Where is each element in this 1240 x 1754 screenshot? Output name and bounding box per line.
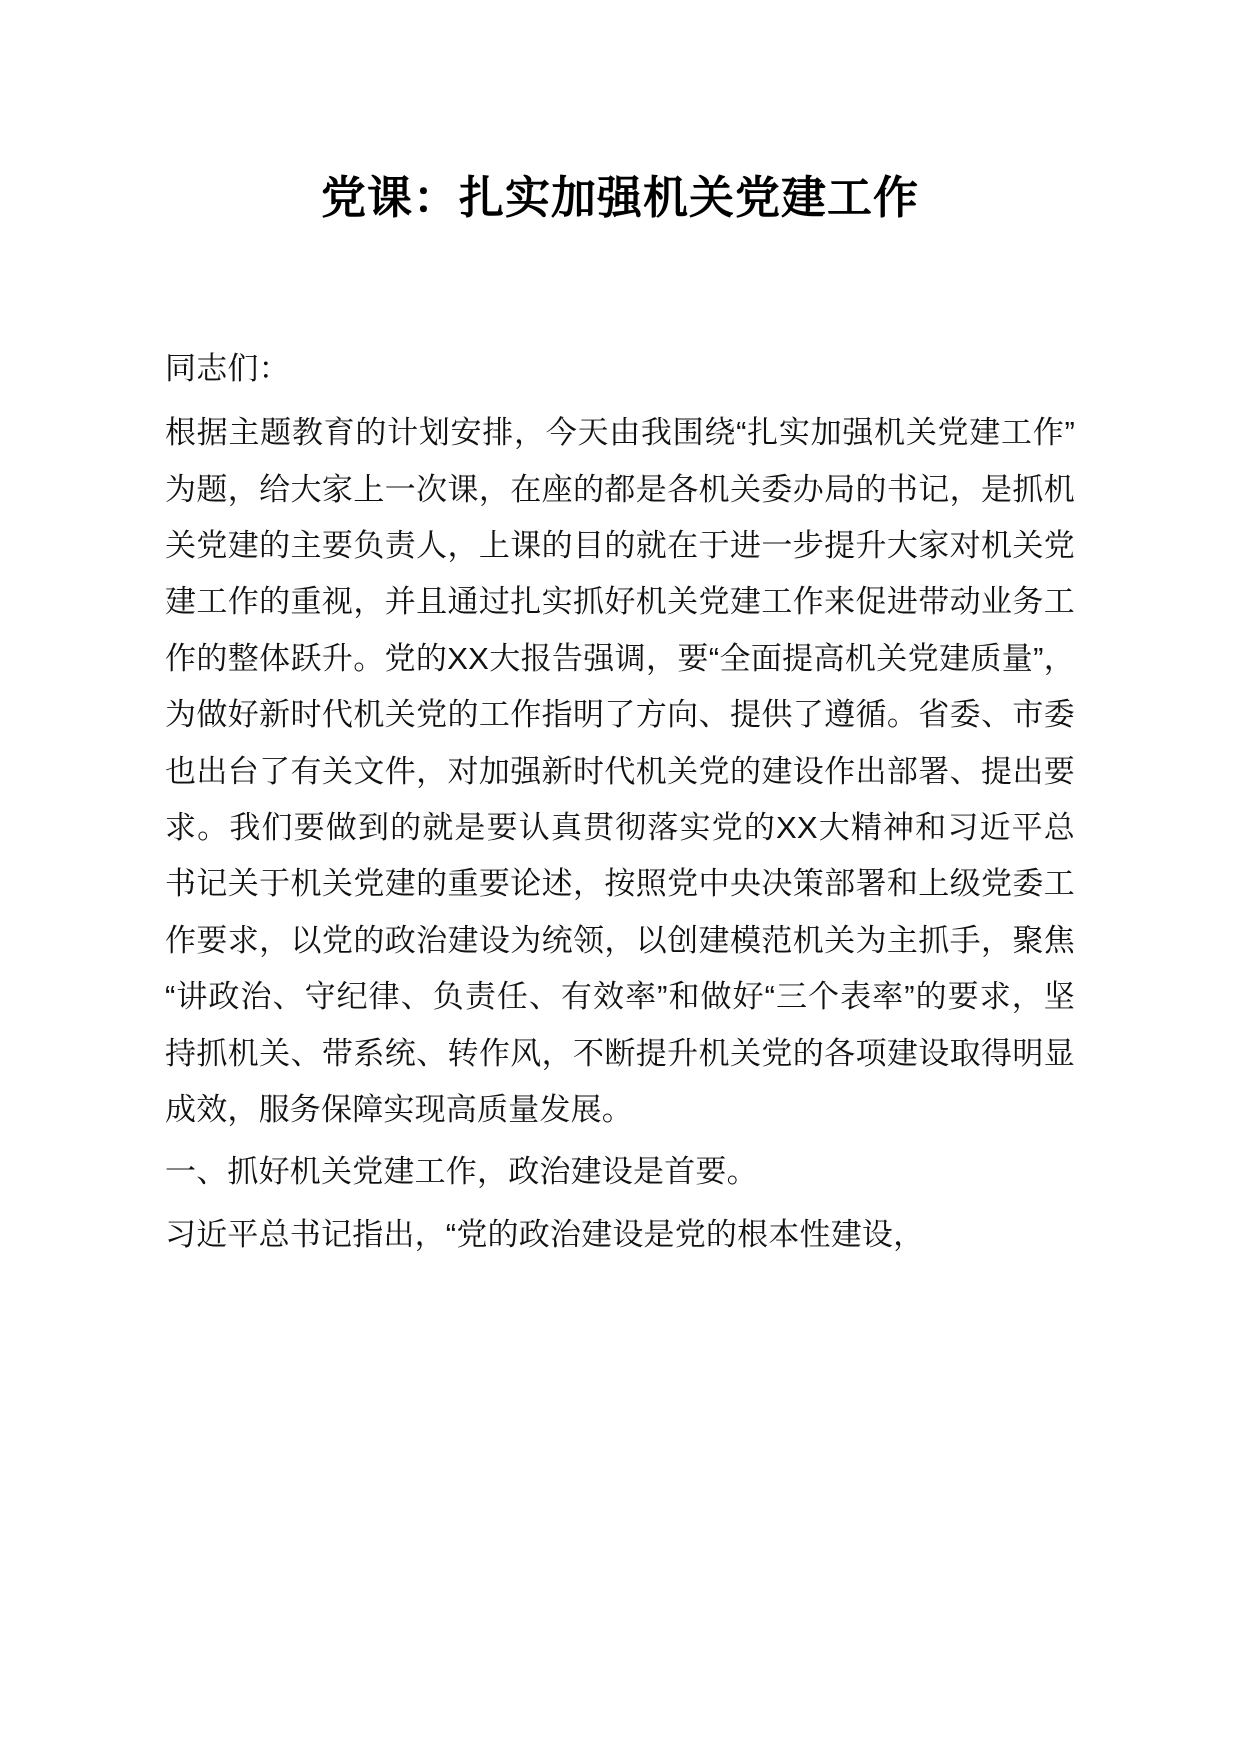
paragraph-section-one-text: 习近平总书记指出，“党的政治建设是党的根本性建设， xyxy=(165,1216,925,1252)
paragraph-section-heading-one: 一、抓好机关党建工作，政治建设是首要。 xyxy=(165,1154,758,1190)
paragraph-intro: 根据主题教育的计划安排，今天由我围绕“扎实加强机关党建工作”为题，给大家上一次课，在座的都是各机关委办局的书记，是抓机关党建的主要负责人，上课的目的就在于进一步提升大家对机关党建工作的重视，并且通过扎实抓好机关党建工作来促进带动业务工作的整体跃升。党的XX大报告强调，要“全面提高机关党建质量”，为做好新时代机关党的工作指明了方向、提供了遵循。省委、市委也出台了有关文件，对加强新时代机关党的建设作出部署、提出要求。我们要做到的就是要认真贯彻落实党的XX大精神和习近平总书记关于机关党建的重要论述，按照党中央决策部署和上级党委工作要求，以党的政治建设为统领，以创建模范机关为主抓手，聚焦“讲政治、守纪律、负责任、有效率”和做好“三个表率”的要求，坚持抓机关、带系统、转作风，不断提升机关党的各项建设取得明显成效，服务保障实现高质量发展。 xyxy=(165,415,1075,1128)
paragraph-salutation: 同志们： xyxy=(165,350,290,386)
document-body xyxy=(165,341,1075,1264)
page-title: 党课：扎实加强机关党建工作 xyxy=(320,172,919,223)
